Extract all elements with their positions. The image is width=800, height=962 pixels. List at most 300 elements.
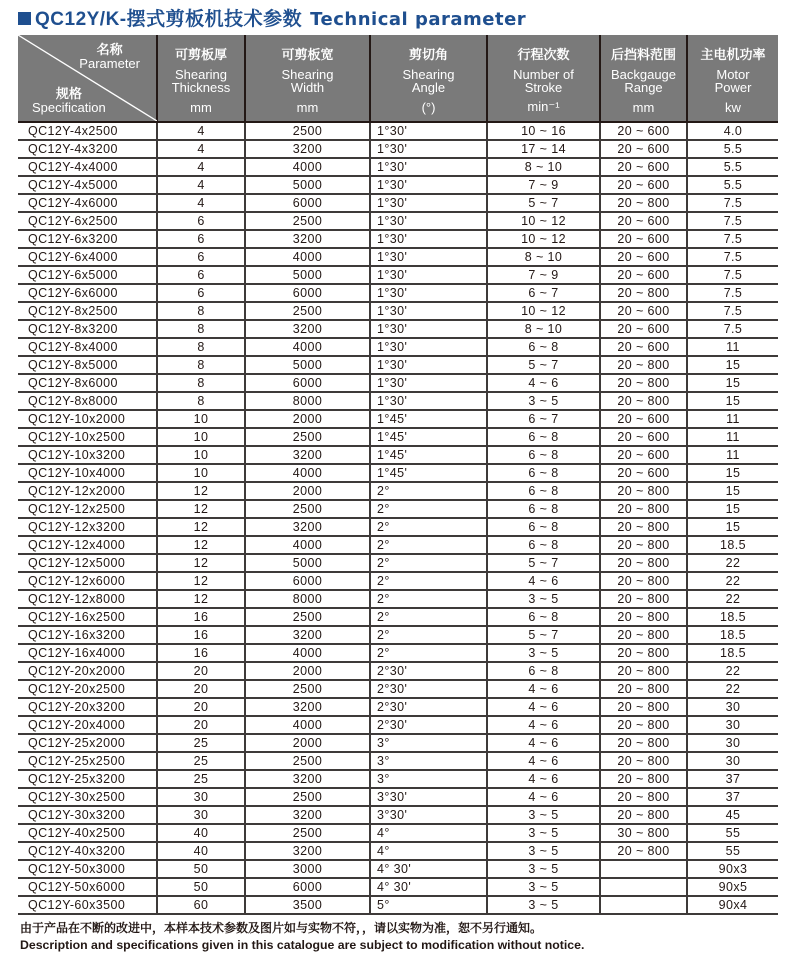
cell-angle: 2° [370,518,487,536]
table-row [18,734,778,752]
table-row [18,608,778,626]
cell-thickness: 6 [157,266,245,284]
cell-backgauge: 20 ~ 600 [600,158,687,176]
cell-stroke: 4 ~ 6 [487,698,600,716]
cell-stroke: 4 ~ 6 [487,788,600,806]
cell-stroke: 6 ~ 8 [487,464,600,482]
title-en: Technical parameter [310,9,527,30]
cell-thickness: 10 [157,428,245,446]
spec-table [18,35,778,915]
table-row [18,716,778,734]
table-body [18,122,778,914]
cell-angle: 3° [370,734,487,752]
cell-stroke: 6 ~ 8 [487,338,600,356]
cell-power: 90x5 [687,878,778,896]
cell-backgauge: 20 ~ 600 [600,446,687,464]
cell-angle: 1°30' [370,194,487,212]
cell-power: 15 [687,482,778,500]
cell-power: 7.5 [687,212,778,230]
cell-backgauge: 20 ~ 800 [600,518,687,536]
cell-angle: 3°30' [370,806,487,824]
cell-model: QC12Y-6x3200 [18,230,157,248]
table-row [18,896,778,914]
cell-width: 2500 [245,122,370,140]
cell-power: 22 [687,662,778,680]
parameter-cn: 名称 [96,42,123,57]
cell-width: 3200 [245,320,370,338]
page-title [18,4,526,31]
cell-width: 2500 [245,428,370,446]
cell-thickness: 8 [157,338,245,356]
cell-power: 7.5 [687,266,778,284]
cell-width: 4000 [245,248,370,266]
column-header-en-line1: Backgauge [610,67,677,82]
cell-angle: 4° 30' [370,860,487,878]
cell-power: 22 [687,680,778,698]
cell-backgauge: 20 ~ 800 [600,608,687,626]
cell-thickness: 8 [157,392,245,410]
column-header-en [688,68,778,94]
cell-angle: 1°30' [370,176,487,194]
cell-power: 5.5 [687,158,778,176]
cell-stroke: 3 ~ 5 [487,878,600,896]
cell-model: QC12Y-30x3200 [18,806,157,824]
cell-model: QC12Y-6x4000 [18,248,157,266]
cell-backgauge [600,896,687,914]
cell-width: 2500 [245,608,370,626]
table-row [18,482,778,500]
table-row [18,356,778,374]
table-row [18,446,778,464]
cell-model: QC12Y-16x2500 [18,608,157,626]
cell-width: 2500 [245,302,370,320]
cell-model: QC12Y-6x5000 [18,266,157,284]
cell-thickness: 60 [157,896,245,914]
cell-backgauge: 20 ~ 800 [600,806,687,824]
column-header-en [371,68,486,94]
cell-thickness: 25 [157,734,245,752]
cell-model: QC12Y-25x2000 [18,734,157,752]
cell-width: 4000 [245,716,370,734]
cell-thickness: 10 [157,464,245,482]
cell-angle: 4° [370,842,487,860]
column-header-cn: 主电机功率 [700,47,766,62]
cell-stroke: 6 ~ 8 [487,518,600,536]
cell-width: 3200 [245,770,370,788]
parameter-en: Parameter [79,56,140,71]
column-header-en-line1: Shearing [281,67,334,82]
cell-backgauge: 20 ~ 600 [600,212,687,230]
cell-width: 4000 [245,158,370,176]
cell-width: 3200 [245,806,370,824]
cell-thickness: 12 [157,536,245,554]
cell-angle: 2° [370,500,487,518]
table-row [18,518,778,536]
cell-angle: 1°30' [370,122,487,140]
cell-stroke: 4 ~ 6 [487,374,600,392]
cell-backgauge: 20 ~ 800 [600,662,687,680]
cell-width: 2500 [245,752,370,770]
cell-thickness: 4 [157,140,245,158]
cell-angle: 1°45' [370,446,487,464]
cell-backgauge: 20 ~ 800 [600,374,687,392]
cell-model: QC12Y-4x5000 [18,176,157,194]
cell-thickness: 4 [157,176,245,194]
cell-stroke: 6 ~ 8 [487,482,600,500]
cell-model: QC12Y-20x3200 [18,698,157,716]
cell-width: 6000 [245,572,370,590]
cell-thickness: 6 [157,230,245,248]
column-header-width [245,35,370,122]
cell-width: 2000 [245,662,370,680]
cell-angle: 2°30' [370,716,487,734]
cell-angle: 2° [370,572,487,590]
cell-thickness: 4 [157,158,245,176]
column-header-en [601,68,686,94]
cell-model: QC12Y-12x5000 [18,554,157,572]
cell-angle: 4° [370,824,487,842]
cell-model: QC12Y-10x3200 [18,446,157,464]
cell-stroke: 6 ~ 8 [487,608,600,626]
cell-angle: 1°45' [370,428,487,446]
cell-power: 55 [687,842,778,860]
cell-backgauge: 20 ~ 600 [600,122,687,140]
cell-stroke: 6 ~ 8 [487,536,600,554]
table-header [18,35,778,122]
cell-power: 45 [687,806,778,824]
cell-backgauge: 20 ~ 800 [600,392,687,410]
title-model: QC12Y/K- [35,9,127,30]
cell-backgauge: 30 ~ 800 [600,824,687,842]
cell-power: 90x3 [687,860,778,878]
column-header-cn: 可剪板厚 [174,47,227,62]
table-row [18,122,778,140]
corner-parameter [79,43,140,71]
cell-backgauge: 20 ~ 600 [600,338,687,356]
cell-thickness: 25 [157,770,245,788]
column-header-cn: 剪切角 [408,47,448,62]
column-header-unit: mm [632,100,655,115]
column-header-unit: (°) [421,100,436,115]
cell-thickness: 16 [157,644,245,662]
cell-stroke: 5 ~ 7 [487,356,600,374]
cell-backgauge: 20 ~ 800 [600,626,687,644]
cell-stroke: 3 ~ 5 [487,590,600,608]
cell-angle: 3° [370,770,487,788]
cell-model: QC12Y-4x6000 [18,194,157,212]
cell-power: 11 [687,428,778,446]
cell-power: 90x4 [687,896,778,914]
table-row [18,338,778,356]
cell-backgauge: 20 ~ 600 [600,140,687,158]
cell-thickness: 8 [157,356,245,374]
cell-thickness: 4 [157,122,245,140]
cell-backgauge: 20 ~ 600 [600,266,687,284]
cell-power: 30 [687,698,778,716]
cell-power: 30 [687,734,778,752]
cell-model: QC12Y-8x6000 [18,374,157,392]
table-row [18,140,778,158]
cell-model: QC12Y-20x2000 [18,662,157,680]
cell-width: 2500 [245,680,370,698]
column-header-en-line2: Thickness [171,80,231,95]
column-header-en-line2: Angle [411,80,446,95]
cell-model: QC12Y-12x6000 [18,572,157,590]
cell-thickness: 4 [157,194,245,212]
cell-width: 3200 [245,140,370,158]
cell-angle: 2° [370,536,487,554]
cell-power: 18.5 [687,608,778,626]
column-header-en-line2: Width [290,80,325,95]
column-header-en [488,68,599,94]
column-header-cn: 行程次数 [517,47,570,62]
column-header-en-line2: Range [624,80,663,95]
cell-power: 15 [687,374,778,392]
cell-backgauge: 20 ~ 800 [600,572,687,590]
cell-model: QC12Y-4x2500 [18,122,157,140]
cell-stroke: 3 ~ 5 [487,644,600,662]
cell-angle: 1°30' [370,212,487,230]
table-row [18,770,778,788]
cell-angle: 1°45' [370,464,487,482]
column-header-cn: 后挡料范围 [610,47,676,62]
cell-model: QC12Y-25x2500 [18,752,157,770]
table-row [18,158,778,176]
column-header-en-line1: Shearing [402,67,455,82]
cell-power: 7.5 [687,230,778,248]
cell-width: 3200 [245,626,370,644]
cell-stroke: 4 ~ 6 [487,752,600,770]
column-header-en-line2: Stroke [524,80,563,95]
cell-power: 22 [687,554,778,572]
cell-power: 18.5 [687,536,778,554]
cell-power: 30 [687,752,778,770]
column-header-en [246,68,369,94]
cell-width: 2000 [245,482,370,500]
cell-stroke: 6 ~ 7 [487,410,600,428]
specification-en: Specification [32,100,106,115]
cell-backgauge: 20 ~ 600 [600,176,687,194]
cell-angle: 1°30' [370,266,487,284]
cell-thickness: 12 [157,482,245,500]
cell-model: QC12Y-30x2500 [18,788,157,806]
cell-width: 4000 [245,536,370,554]
table-row [18,536,778,554]
note-en: Description and specifications given in this catalogue are subject to modification without notice. [20,938,585,952]
cell-thickness: 12 [157,572,245,590]
cell-angle: 2°30' [370,662,487,680]
cell-thickness: 20 [157,698,245,716]
cell-stroke: 8 ~ 10 [487,158,600,176]
cell-backgauge: 20 ~ 600 [600,230,687,248]
cell-angle: 1°30' [370,158,487,176]
cell-angle: 2° [370,590,487,608]
table-row [18,572,778,590]
cell-model: QC12Y-8x5000 [18,356,157,374]
cell-model: QC12Y-16x4000 [18,644,157,662]
cell-thickness: 30 [157,806,245,824]
cell-thickness: 20 [157,662,245,680]
specification-cn: 规格 [55,86,82,101]
column-header-backgauge [600,35,687,122]
cell-backgauge: 20 ~ 800 [600,788,687,806]
cell-stroke: 5 ~ 7 [487,626,600,644]
cell-angle: 1°30' [370,284,487,302]
cell-backgauge: 20 ~ 800 [600,500,687,518]
cell-angle: 1°45' [370,410,487,428]
cell-backgauge: 20 ~ 800 [600,554,687,572]
cell-width: 8000 [245,590,370,608]
table-row [18,284,778,302]
cell-model: QC12Y-60x3500 [18,896,157,914]
cell-backgauge: 20 ~ 800 [600,644,687,662]
cell-power: 22 [687,572,778,590]
cell-width: 5000 [245,266,370,284]
cell-model: QC12Y-8x8000 [18,392,157,410]
cell-backgauge: 20 ~ 800 [600,716,687,734]
cell-stroke: 6 ~ 7 [487,284,600,302]
cell-stroke: 6 ~ 8 [487,446,600,464]
cell-stroke: 3 ~ 5 [487,392,600,410]
table-row [18,176,778,194]
cell-power: 15 [687,392,778,410]
cell-power: 15 [687,500,778,518]
cell-power: 7.5 [687,302,778,320]
cell-power: 37 [687,788,778,806]
cell-backgauge: 20 ~ 800 [600,770,687,788]
cell-width: 3200 [245,230,370,248]
cell-angle: 1°30' [370,302,487,320]
cell-model: QC12Y-40x2500 [18,824,157,842]
cell-width: 6000 [245,374,370,392]
cell-angle: 1°30' [370,338,487,356]
cell-power: 15 [687,464,778,482]
cell-thickness: 6 [157,212,245,230]
cell-width: 5000 [245,356,370,374]
cell-angle: 2° [370,482,487,500]
table-row [18,248,778,266]
column-header-unit: kw [725,100,741,115]
cell-backgauge [600,878,687,896]
cell-model: QC12Y-10x4000 [18,464,157,482]
cell-width: 5000 [245,554,370,572]
cell-width: 3500 [245,896,370,914]
cell-angle: 3° [370,752,487,770]
column-header-unit: mm [296,100,319,115]
cell-thickness: 12 [157,518,245,536]
table-row [18,230,778,248]
corner-specification [32,87,106,115]
cell-power: 5.5 [687,176,778,194]
cell-model: QC12Y-8x3200 [18,320,157,338]
cell-model: QC12Y-10x2500 [18,428,157,446]
column-header-en-line1: Shearing [174,67,228,82]
cell-backgauge: 20 ~ 800 [600,752,687,770]
table-row [18,320,778,338]
cell-backgauge: 20 ~ 600 [600,320,687,338]
cell-backgauge: 20 ~ 800 [600,482,687,500]
cell-backgauge: 20 ~ 800 [600,284,687,302]
cell-model: QC12Y-50x6000 [18,878,157,896]
cell-thickness: 12 [157,590,245,608]
table-row [18,464,778,482]
cell-power: 18.5 [687,626,778,644]
cell-stroke: 10 ~ 12 [487,302,600,320]
cell-backgauge: 20 ~ 600 [600,302,687,320]
cell-stroke: 3 ~ 5 [487,860,600,878]
table-row [18,266,778,284]
cell-thickness: 8 [157,374,245,392]
cell-stroke: 4 ~ 6 [487,572,600,590]
cell-stroke: 10 ~ 12 [487,212,600,230]
cell-power: 4.0 [687,122,778,140]
cell-power: 37 [687,770,778,788]
cell-width: 2500 [245,500,370,518]
table-row [18,860,778,878]
cell-stroke: 4 ~ 6 [487,680,600,698]
cell-backgauge: 20 ~ 800 [600,536,687,554]
cell-model: QC12Y-12x2500 [18,500,157,518]
cell-model: QC12Y-12x2000 [18,482,157,500]
cell-width: 2000 [245,734,370,752]
cell-thickness: 16 [157,626,245,644]
cell-backgauge: 20 ~ 800 [600,734,687,752]
table-row [18,194,778,212]
cell-thickness: 20 [157,680,245,698]
cell-stroke: 7 ~ 9 [487,266,600,284]
table-row [18,554,778,572]
cell-model: QC12Y-12x3200 [18,518,157,536]
cell-backgauge: 20 ~ 600 [600,410,687,428]
cell-backgauge: 20 ~ 800 [600,194,687,212]
cell-model: QC12Y-25x3200 [18,770,157,788]
cell-stroke: 8 ~ 10 [487,248,600,266]
cell-model: QC12Y-4x4000 [18,158,157,176]
cell-model: QC12Y-50x3000 [18,860,157,878]
cell-model: QC12Y-10x2000 [18,410,157,428]
cell-power: 5.5 [687,140,778,158]
cell-thickness: 6 [157,284,245,302]
cell-thickness: 16 [157,608,245,626]
cell-model: QC12Y-6x2500 [18,212,157,230]
cell-stroke: 8 ~ 10 [487,320,600,338]
table-row [18,212,778,230]
cell-stroke: 10 ~ 12 [487,230,600,248]
cell-model: QC12Y-16x3200 [18,626,157,644]
cell-stroke: 3 ~ 5 [487,824,600,842]
cell-backgauge: 20 ~ 600 [600,464,687,482]
cell-width: 6000 [245,194,370,212]
column-header-stroke [487,35,600,122]
cell-stroke: 5 ~ 7 [487,554,600,572]
table-row [18,626,778,644]
cell-power: 7.5 [687,194,778,212]
cell-angle: 1°30' [370,230,487,248]
cell-thickness: 12 [157,500,245,518]
cell-thickness: 8 [157,302,245,320]
cell-angle: 2°30' [370,698,487,716]
table-row [18,824,778,842]
cell-angle: 1°30' [370,374,487,392]
cell-stroke: 6 ~ 8 [487,500,600,518]
table-row [18,680,778,698]
cell-thickness: 50 [157,860,245,878]
cell-width: 2500 [245,824,370,842]
cell-stroke: 4 ~ 6 [487,716,600,734]
cell-model: QC12Y-8x2500 [18,302,157,320]
cell-angle: 5° [370,896,487,914]
cell-power: 11 [687,410,778,428]
